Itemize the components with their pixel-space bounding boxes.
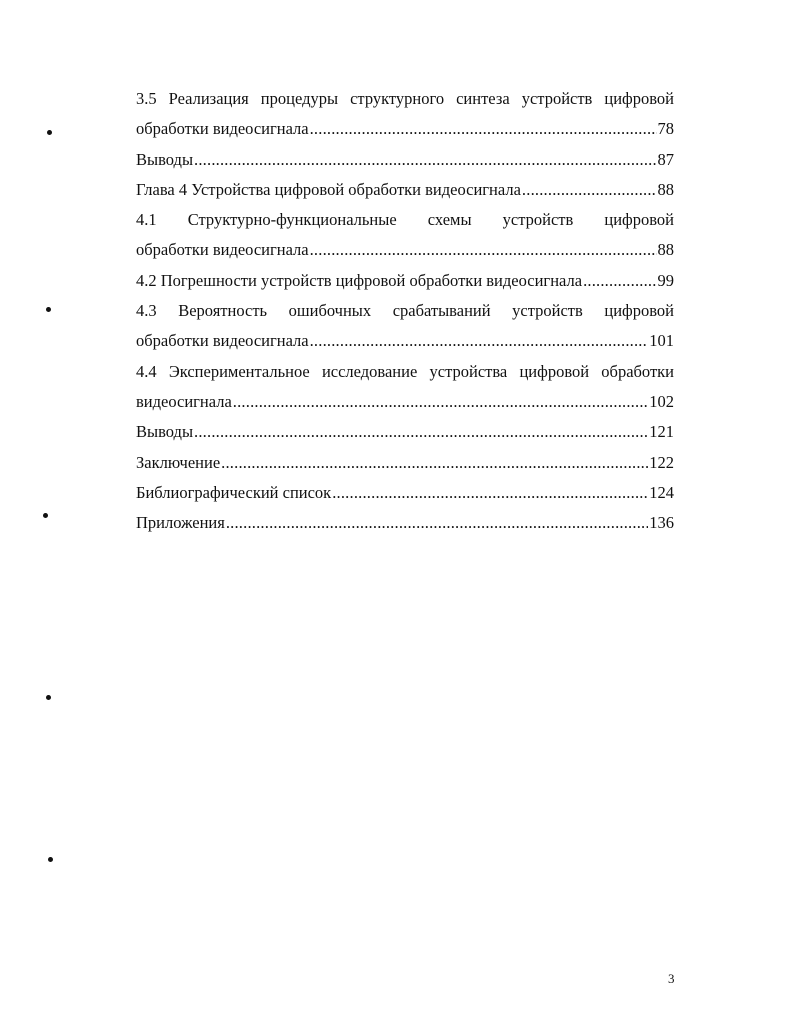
toc-entry-heading-line — [136, 84, 674, 114]
toc-entry — [136, 326, 674, 356]
toc-entry-heading-line — [136, 296, 674, 326]
toc-entry-text: Выводы — [136, 149, 194, 169]
toc-entry — [136, 145, 674, 175]
toc-entry-text: видеосигнала — [136, 391, 232, 411]
binding-mark — [43, 513, 48, 518]
toc-entry-text: 4.4 Экспериментальное исследование устройства цифровой обработки — [136, 361, 674, 381]
binding-mark — [46, 307, 51, 312]
dot-leader — [310, 235, 657, 265]
toc-entry — [136, 508, 674, 538]
toc-entry-heading-line — [136, 205, 674, 235]
toc-page-number: 101 — [649, 331, 674, 351]
dot-leader — [583, 266, 656, 296]
toc-entry — [136, 387, 674, 417]
toc-entry — [136, 235, 674, 265]
toc-page-number: 88 — [657, 179, 674, 199]
dot-leader — [310, 114, 657, 144]
table-of-contents — [136, 84, 674, 538]
toc-entry-text: Приложения — [136, 513, 225, 533]
toc-entry-text: обработки видеосигнала — [136, 331, 309, 351]
toc-page-number: 122 — [649, 452, 674, 472]
toc-page-number: 99 — [657, 270, 674, 290]
dot-leader — [194, 145, 656, 175]
toc-entry-text: 4.2 Погрешности устройств цифровой обработки видеосигнала — [136, 270, 583, 290]
toc-entry-text: Глава 4 Устройства цифровой обработки видеосигнала — [136, 179, 521, 199]
toc-entry-text: обработки видеосигнала — [136, 240, 309, 260]
toc-entry — [136, 417, 674, 447]
binding-mark — [47, 130, 52, 135]
binding-mark — [48, 857, 53, 862]
binding-mark — [46, 695, 51, 700]
toc-entry — [136, 175, 674, 205]
toc-entry — [136, 266, 674, 296]
dot-leader — [194, 417, 648, 447]
toc-entry-text: Выводы — [136, 422, 194, 442]
dot-leader — [221, 448, 648, 478]
dot-leader — [310, 326, 649, 356]
toc-entry — [136, 448, 674, 478]
toc-page-number: 136 — [649, 513, 674, 533]
toc-entry-text: Заключение — [136, 452, 221, 472]
dot-leader — [233, 387, 648, 417]
toc-entry-text: 4.1 Структурно-функциональные схемы устройств цифровой — [136, 210, 674, 230]
toc-entry-text: 4.3 Вероятность ошибочных срабатываний устройств цифровой — [136, 301, 674, 321]
toc-page-number: 102 — [649, 391, 674, 411]
toc-page-number: 124 — [649, 482, 674, 502]
toc-entry-text: обработки видеосигнала — [136, 119, 309, 139]
toc-page-number: 88 — [657, 240, 674, 260]
toc-entry — [136, 114, 674, 144]
toc-entry-text: Библиографический список — [136, 482, 332, 502]
toc-entry-heading-line — [136, 357, 674, 387]
footer-page-number: 3 — [668, 971, 675, 986]
dot-leader — [332, 478, 648, 508]
toc-page-number: 78 — [657, 119, 674, 139]
toc-page-number: 87 — [657, 149, 674, 169]
toc-entry-text: 3.5 Реализация процедуры структурного синтеза устройств цифровой — [136, 89, 674, 108]
dot-leader — [522, 175, 657, 205]
dot-leader — [226, 508, 648, 538]
toc-page-number: 121 — [649, 422, 674, 442]
toc-entry — [136, 478, 674, 508]
